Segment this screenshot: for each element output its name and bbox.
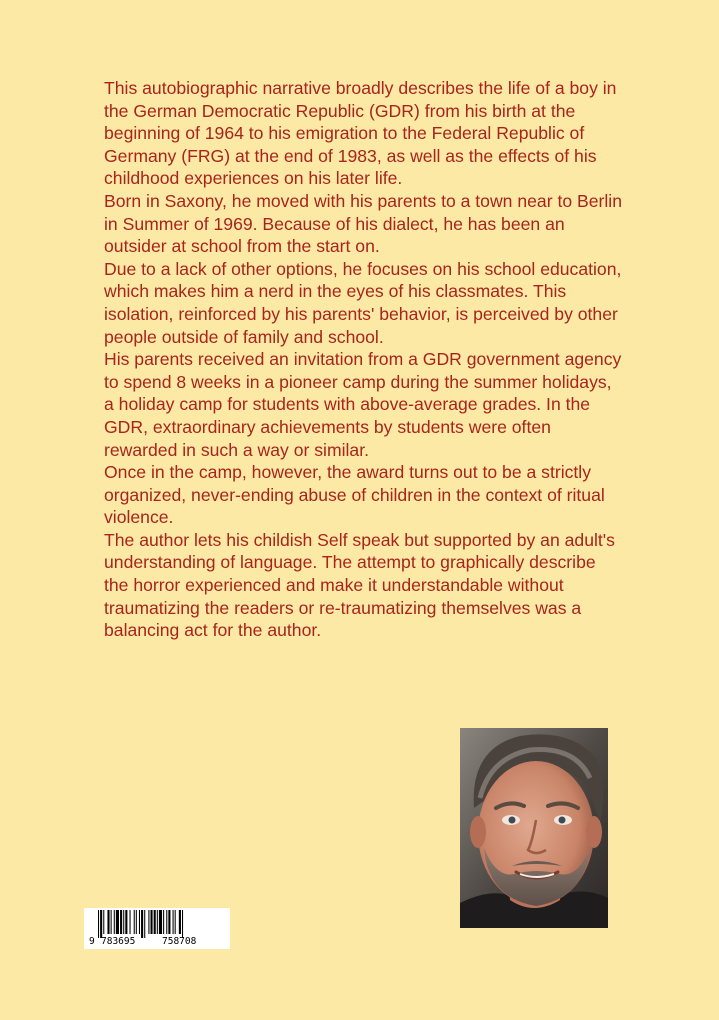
barcode-digits — [84, 935, 230, 949]
blurb-paragraph-1: This autobiographic narrative broadly describes the life of a boy in the German Democratic Republic (GDR) from his birth at the beginning of 1964 to his emigration to the Federal Republic of Germany (FRG) at the end of 1983, as well as the effects of his childhood experiences on his later life. — [104, 78, 617, 189]
book-blurb — [104, 77, 624, 642]
barcode-left-group: 783695 — [101, 936, 136, 947]
blurb-paragraph-6: The author lets his childish Self speak but supported by an adult's understanding of language. The attempt to graphically describe the horror experienced and make it understandable without traumatizing the readers or re-traumatizing themselves was a balancing act for the author. — [104, 529, 615, 641]
barcode-lead-digit: 9 — [89, 936, 95, 947]
blurb-paragraph-5: Once in the camp, however, the award turns out to be a strictly organized, never-ending abuse of children in the context of ritual violence. — [104, 462, 605, 528]
blurb-paragraph-3: Due to a lack of other options, he focuses on his school education, which makes him a nerd in the eyes of his classmates. This isolation, reinforced by his parents' behavior, is perceived by other people outside of family and school. — [104, 258, 622, 347]
barcode-right-group: 758708 — [162, 936, 197, 947]
barcode-bars — [84, 908, 230, 938]
author-photo — [460, 728, 608, 928]
isbn-barcode — [84, 908, 230, 949]
blurb-paragraph-2: Born in Saxony, he moved with his parents to a town near to Berlin in Summer of 1969. Because of his dialect, he has been an outsider at school from the start on. — [104, 190, 622, 257]
blurb-paragraph-4: His parents received an invitation from a GDR government agency to spend 8 weeks in a pioneer camp during the summer holidays, a holiday camp for students with above-average grades. In the GDR, extraordinary achievements by students were often rewarded in such a way or similar. — [104, 349, 622, 460]
